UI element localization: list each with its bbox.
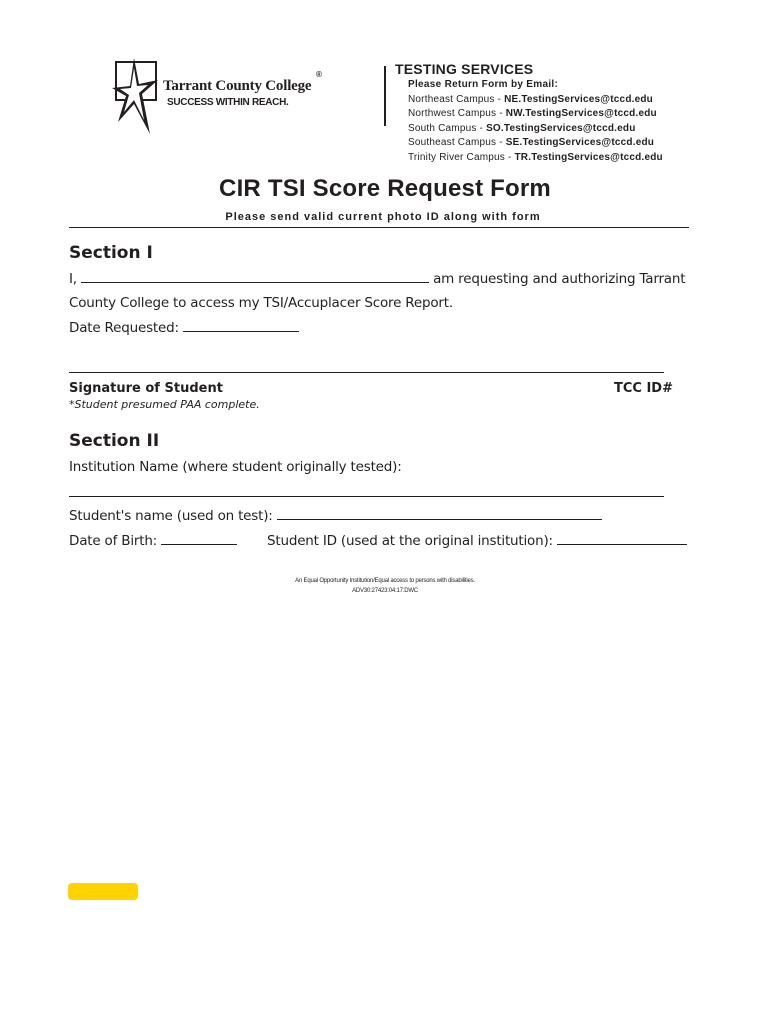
college-name: Tarrant County College <box>163 78 312 94</box>
campus-contact: Northwest Campus - NW.TestingServices@tccd.edu <box>408 108 657 119</box>
form-subtitle: Please send valid current photo ID along with form <box>225 211 541 223</box>
college-tagline: SUCCESS WITHIN REACH. <box>167 97 289 108</box>
campus-contact: Northeast Campus - NE.TestingServices@tccd.edu <box>408 94 653 105</box>
institution-name-field[interactable] <box>69 496 664 497</box>
section-2-heading: Section II <box>69 431 160 451</box>
campus-contact: South Campus - SO.TestingServices@tccd.edu <box>408 123 636 134</box>
header-divider <box>384 66 386 126</box>
institution-label: Institution Name (where student originally tested): <box>69 459 402 475</box>
date-requested-field[interactable] <box>183 320 299 332</box>
paa-note: *Student presumed PAA complete. <box>69 398 260 411</box>
campus-email-link[interactable]: NE.TestingServices@tccd.edu <box>504 94 653 105</box>
return-instruction: Please Return Form by Email: <box>408 79 559 90</box>
campus-contact: Southeast Campus - SE.TestingServices@tccd.edu <box>408 137 655 148</box>
star-logo-icon <box>112 58 160 136</box>
signature-label: Signature of Student <box>69 381 223 396</box>
section-1-heading: Section I <box>69 243 153 263</box>
student-name-row: Student's name (used on test): <box>69 508 602 524</box>
tcc-id-label: TCC ID# <box>614 381 673 396</box>
department-title: TESTING SERVICES <box>395 61 534 77</box>
title-rule <box>69 227 689 228</box>
sticky-note-button[interactable] <box>68 883 138 900</box>
test-student-name-field[interactable] <box>277 508 602 520</box>
campus-email-link[interactable]: SE.TestingServices@tccd.edu <box>505 137 655 148</box>
student-name-field[interactable] <box>81 271 429 283</box>
campus-email-link[interactable]: NW.TestingServices@tccd.edu <box>505 108 657 119</box>
equal-opportunity-statement: An Equal Opportunity Institution/Equal access to persons with disabilities. <box>295 578 475 584</box>
registered-mark: ® <box>316 70 322 79</box>
form-code: ADV30:27423:04:17:DWC <box>352 588 418 594</box>
campus-email-link[interactable]: TR.TestingServices@tccd.edu <box>514 152 663 163</box>
student-id-field[interactable] <box>557 533 687 545</box>
authorization-line: I, am requesting and authorizing Tarrant <box>69 271 686 287</box>
college-logo-star <box>112 58 160 136</box>
campus-contact: Trinity River Campus - TR.TestingServices@tccd.edu <box>408 152 663 163</box>
signature-line[interactable] <box>69 372 664 373</box>
dob-field[interactable] <box>161 533 237 545</box>
campus-email-link[interactable]: SO.TestingServices@tccd.edu <box>486 123 636 134</box>
date-requested-row: Date Requested: <box>69 320 299 336</box>
dob-row: Date of Birth: <box>69 533 237 549</box>
form-title: CIR TSI Score Request Form <box>219 175 551 202</box>
authorization-line-2: County College to access my TSI/Accuplacer Score Report. <box>69 295 453 311</box>
student-id-row: Student ID (used at the original institution): <box>267 533 687 549</box>
